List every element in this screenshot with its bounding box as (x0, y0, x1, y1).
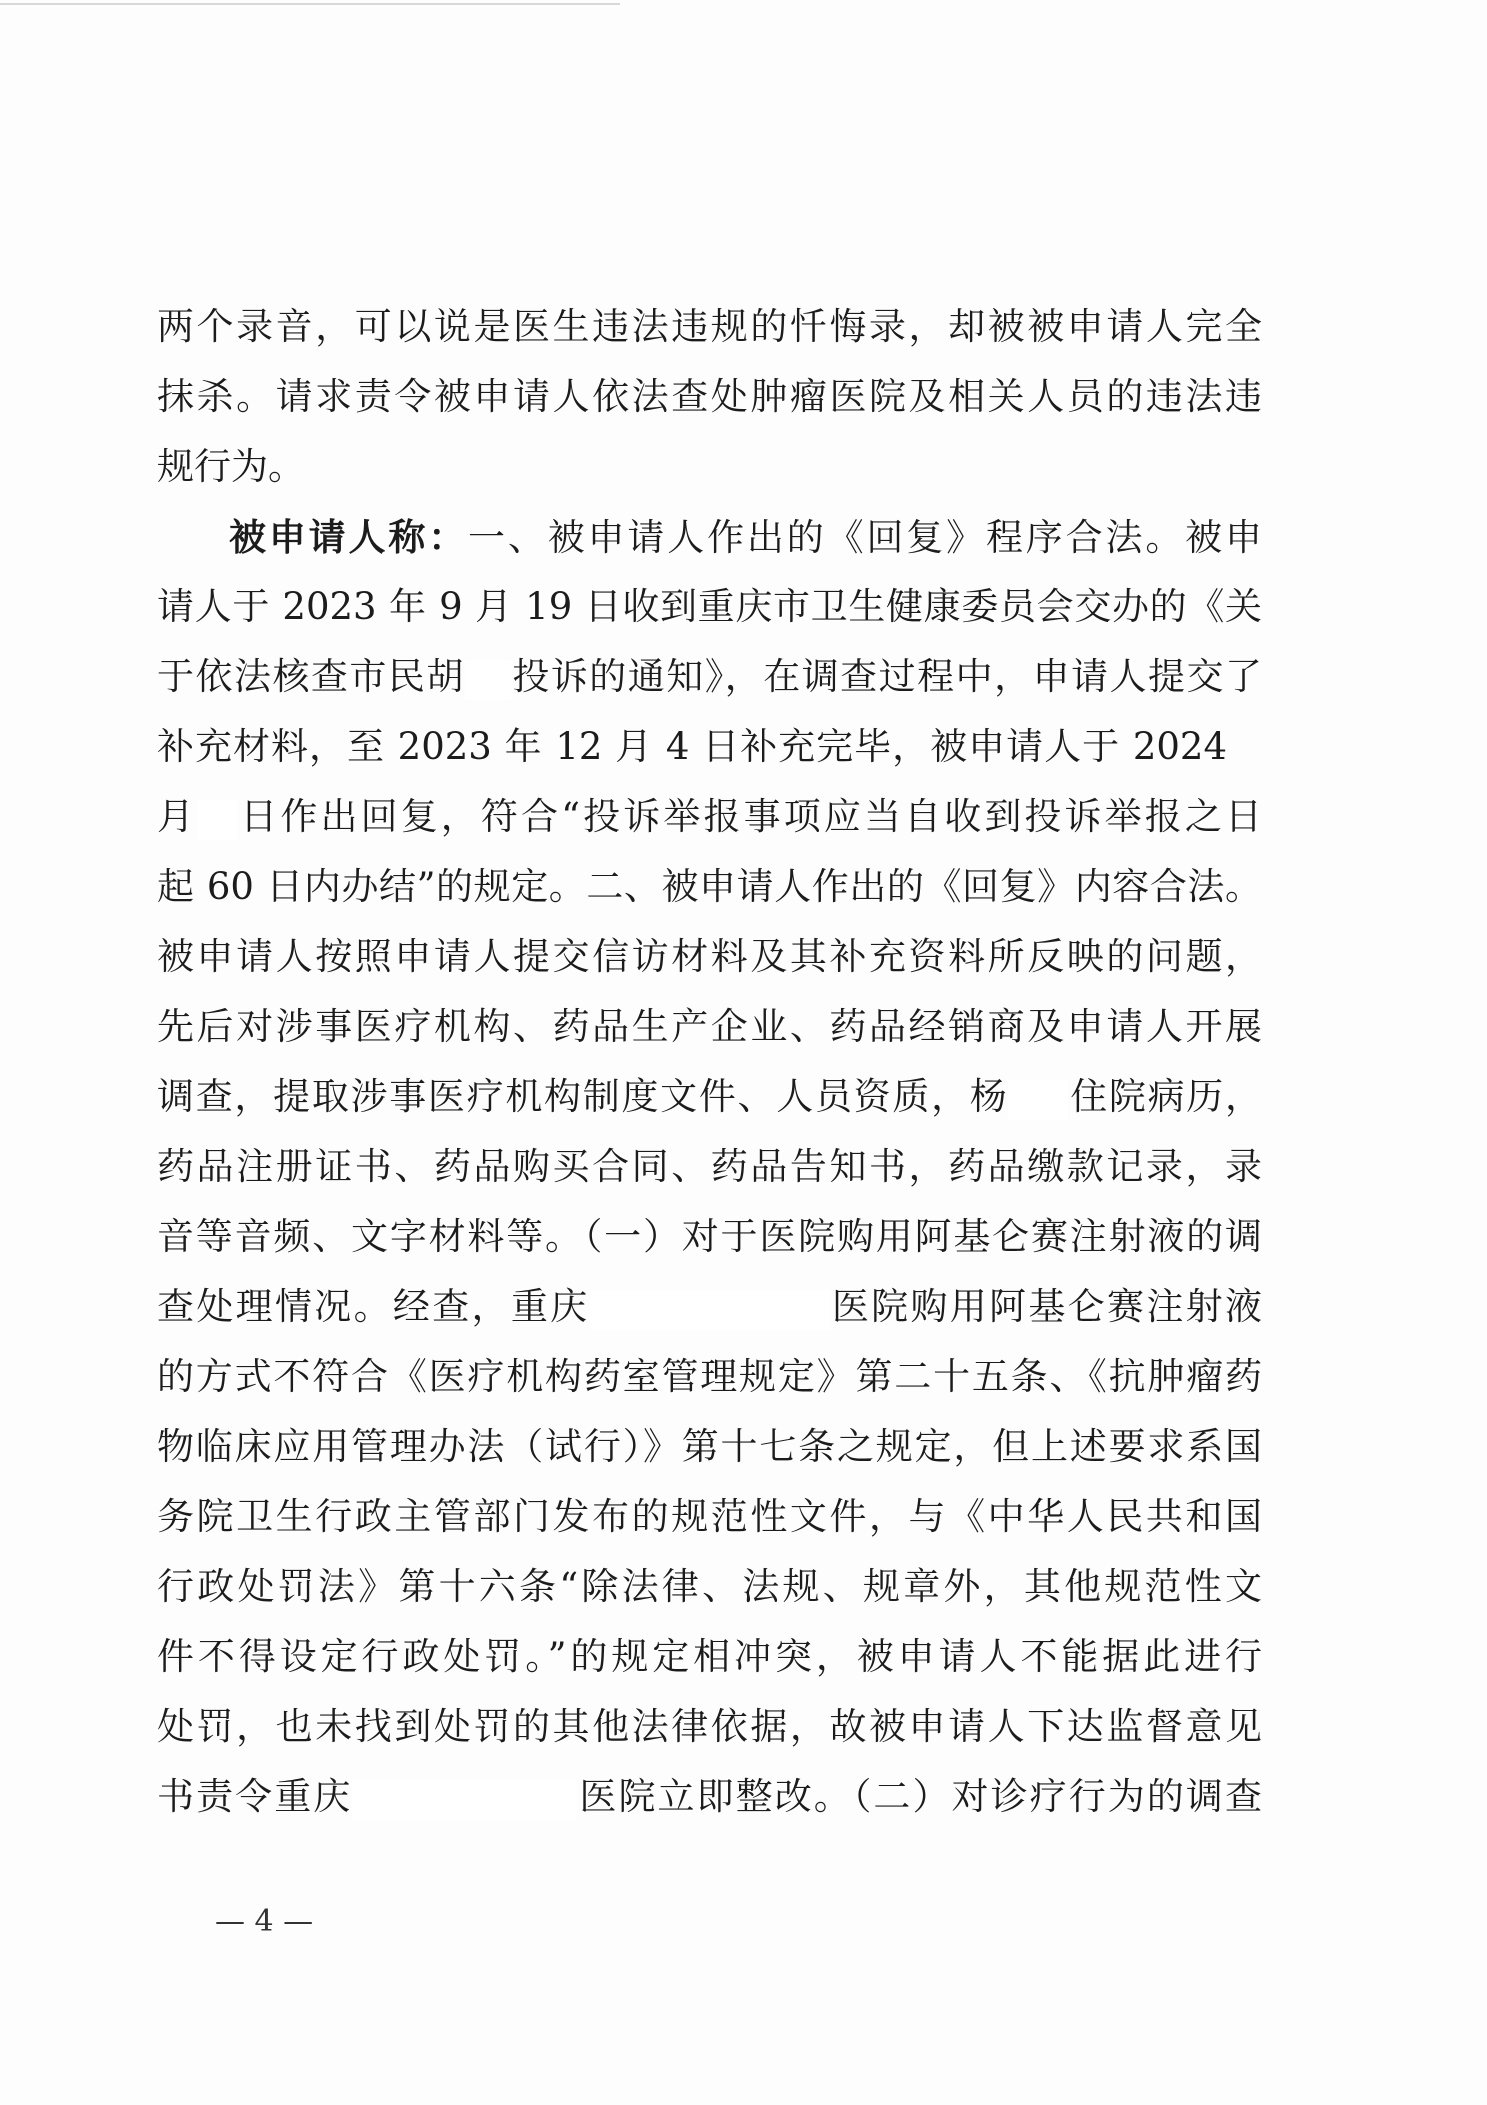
line-text: 音等音频、文字材料等。（一）对于医院购用阿基仑赛注射液的调 (157, 1215, 1262, 1258)
line-text: 投诉的通知》，在调查过程中，申请人提交了 (510, 655, 1262, 698)
text-line-12 (157, 1062, 1262, 1132)
redaction-blank (352, 1780, 577, 1820)
line-text: 两个录音，可以说是医生违法违规的忏悔录，却被被申请人完全 (157, 305, 1262, 348)
text-line-1 (157, 292, 1262, 362)
line-text: 一、被申请人作出的《回复》程序合法。被申 (468, 516, 1262, 559)
line-text: 的方式不符合《医疗机构药室管理规定》第二十五条、《抗肿瘤药 (157, 1355, 1262, 1398)
line-text: 日作出回复，符合“投诉举报事项应当自收到投诉举报之日 (237, 795, 1262, 838)
line-text: 调查，提取涉事医疗机构制度文件、人员资质，杨 (157, 1075, 1009, 1118)
line-text: 请人于 2023 年 9 月 19 日收到重庆市卫生健康委员会交办的《关 (157, 585, 1262, 628)
line-text: 被申请人按照申请人提交信访材料及其补充资料所反映的问题， (157, 935, 1262, 978)
line-text: 规行为。 (157, 445, 305, 488)
line-text: 补充材料，至 2023 年 12 月 4 日补充完毕，被申请人于 2024 (157, 725, 1227, 768)
line-text: 抹杀。请求责令被申请人依法查处肿瘤医院及相关人员的违法违 (157, 375, 1262, 418)
text-line-6 (157, 642, 1262, 712)
text-line-21 (157, 1692, 1262, 1762)
text-line-8 (157, 782, 1262, 852)
text-line-18 (157, 1482, 1262, 1552)
redaction-blank (465, 660, 511, 700)
text-line-2 (157, 362, 1262, 432)
line-text: 于依法核查市民胡 (157, 655, 465, 698)
line-text: 行政处罚法》第十六条“除法律、法规、规章外，其他规范性文 (157, 1565, 1262, 1608)
text-line-15 (157, 1272, 1262, 1342)
line-text: 月 (157, 795, 198, 838)
redaction-blank (1008, 1080, 1068, 1120)
text-line-10 (157, 922, 1262, 992)
text-line-16 (157, 1342, 1262, 1412)
line-text: 处罚，也未找到处罚的其他法律依据，故被申请人下达监督意见 (157, 1705, 1262, 1748)
line-text: 医院立即整改。（二）对诊疗行为的调查 (577, 1775, 1262, 1818)
line-text: 起 60 日内办结”的规定。二、被申请人作出的《回复》内容合法。 (157, 865, 1262, 908)
text-line-4 (229, 502, 1262, 572)
text-line-9 (157, 852, 1262, 922)
line-text: 物临床应用管理办法（试行）》第十七条之规定，但上述要求系国 (157, 1425, 1262, 1468)
page-number: — 4 — (215, 1904, 314, 1939)
scan-edge-line (0, 3, 620, 5)
text-line-11 (157, 992, 1262, 1062)
line-text: 药品注册证书、药品购买合同、药品告知书，药品缴款记录，录 (157, 1145, 1262, 1188)
text-line-3 (157, 432, 1262, 502)
line-text: 查处理情况。经查，重庆 (157, 1285, 590, 1328)
text-line-20 (157, 1622, 1262, 1692)
text-line-14 (157, 1202, 1262, 1272)
text-line-17 (157, 1412, 1262, 1482)
text-line-7 (157, 712, 1227, 782)
line-text: 医院购用阿基仑赛注射液 (829, 1285, 1262, 1328)
line-text: 住院病历， (1068, 1075, 1262, 1118)
respondent-heading: 被申请人称： (229, 515, 469, 559)
line-text: 件不得设定行政处罚。”的规定相冲突，被申请人不能据此进行 (157, 1635, 1262, 1678)
line-text: 务院卫生行政主管部门发布的规范性文件，与《中华人民共和国 (157, 1495, 1262, 1538)
text-line-13 (157, 1132, 1262, 1202)
text-line-22 (157, 1762, 1262, 1832)
text-line-19 (157, 1552, 1262, 1622)
text-line-5 (157, 572, 1262, 642)
blank-date-gap (197, 800, 237, 840)
redaction-blank (590, 1290, 830, 1330)
line-text: 书责令重庆 (157, 1775, 353, 1818)
line-text: 先后对涉事医疗机构、药品生产企业、药品经销商及申请人开展 (157, 1005, 1262, 1048)
